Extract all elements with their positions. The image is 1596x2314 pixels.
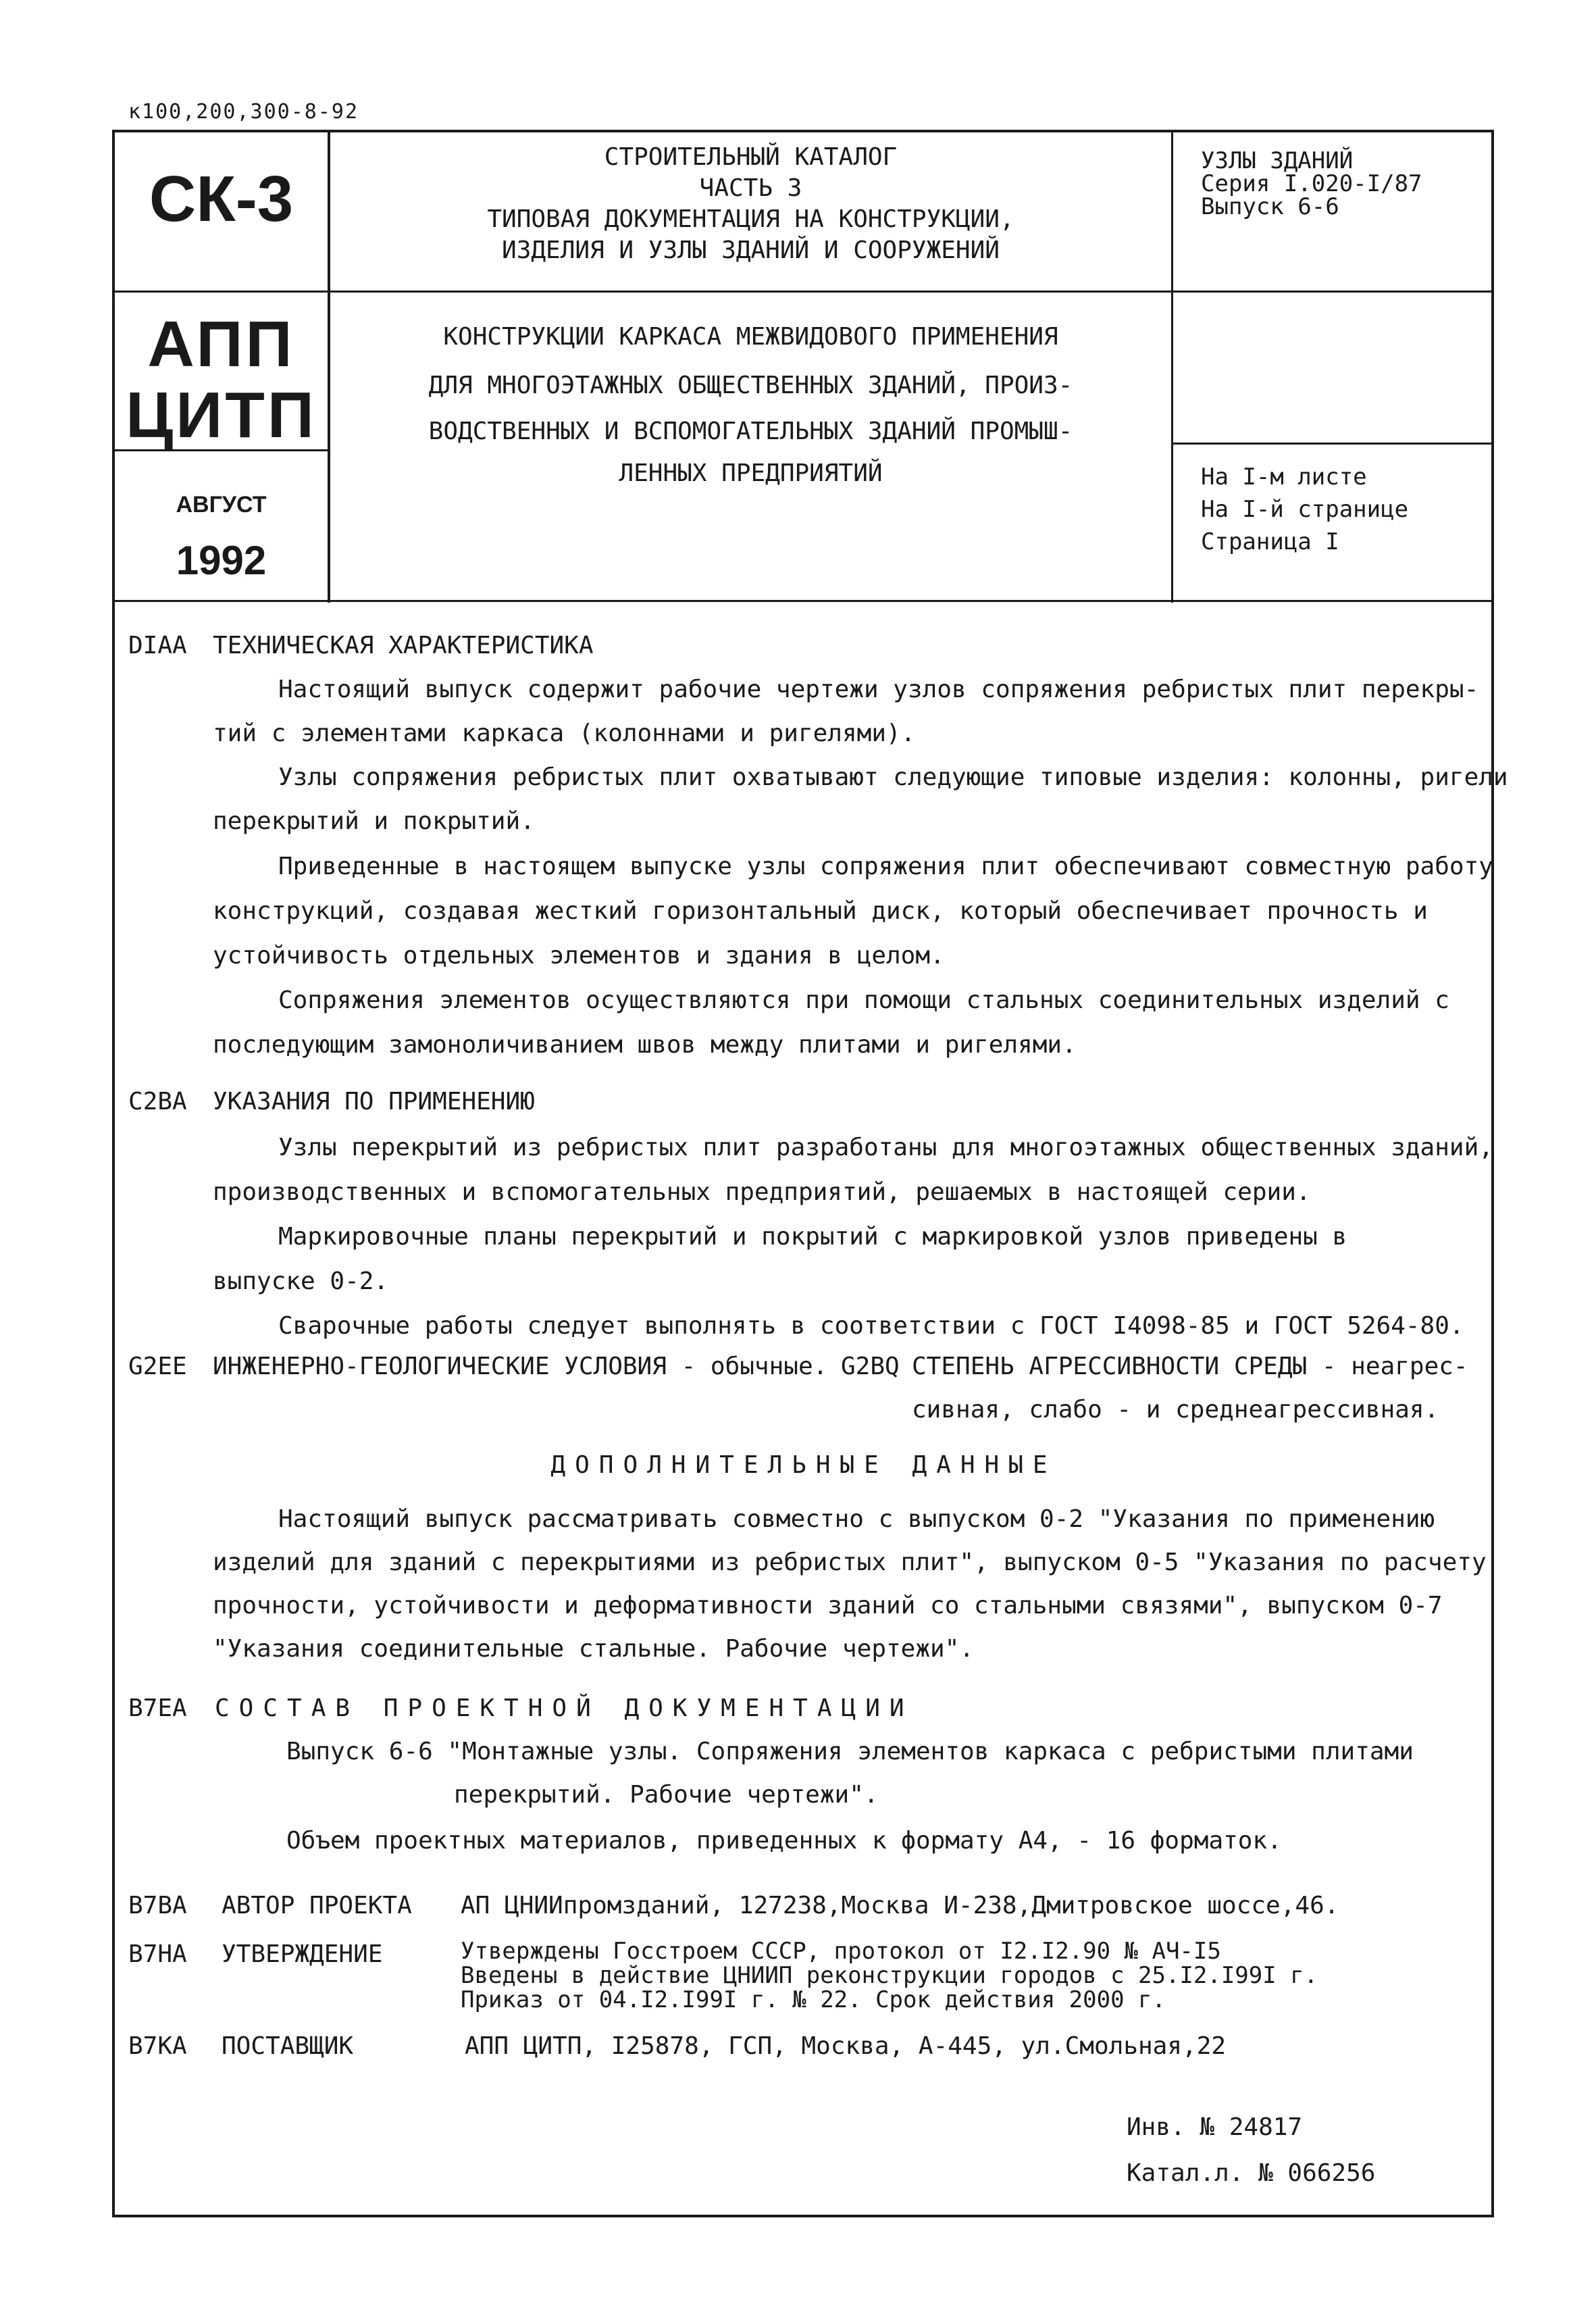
frame-top (112, 130, 1494, 132)
tech-code: DIAA (128, 632, 187, 659)
tech-p2: Узлы сопряжения ребристых плит охватывают следующие типовые изделия: колонны, ригели (278, 763, 1508, 791)
extra-p1: Настоящий выпуск рассматривать совместно с выпуском 0-2 "Указания по применению (278, 1505, 1435, 1533)
sk-label: СК-3 (149, 163, 294, 235)
extra-p1c: прочности, устойчивости и деформативности зданий со стальными связями", выпуском 0-7 (213, 1592, 1443, 1619)
inventory-number: Инв. № 24817 (1127, 2113, 1303, 2141)
title-line4: ЛЕННЫХ ПРЕДПРИЯТИЙ (619, 459, 883, 487)
approval-v1: Утверждены Госстроем СССР, протокол от I2.I2.90 № АЧ-I5 (461, 1938, 1221, 1965)
extra-heading: ДОПОЛНИТЕЛЬНЫЕ ДАННЫЕ (550, 1451, 1057, 1479)
sheet-line2: На I-й странице (1201, 496, 1409, 523)
extra-p1d: "Указания соединительные стальные. Рабочие чертежи". (213, 1635, 975, 1663)
tech-p3: Приведенные в настоящем выпуске узлы сопряжения плит обеспечивают совместную работу (278, 853, 1493, 880)
series-line2: Серия I.020-I/87 (1201, 170, 1422, 197)
usage-p1b: производственных и вспомогательных предприятий, решаемых в настоящей серии. (213, 1178, 1311, 1206)
year: 1992 (176, 538, 267, 583)
usage-p2: Маркировочные планы перекрытий и покрытий с маркировкой узлов приведены в (278, 1223, 1347, 1251)
catalog-line1: СТРОИТЕЛЬНЫЙ КАТАЛОГ (604, 143, 898, 171)
tech-p3c: устойчивость отдельных элементов и здания в целом. (213, 942, 945, 970)
usage-p1: Узлы перекрытий из ребристых плит разработаны для многоэтажных общественных зданий, (278, 1134, 1493, 1161)
aggr-text-cont: сивная, слабо - и среднеагрессивная. (912, 1396, 1439, 1424)
usage-p3: Сварочные работы следует выполнять в соответствии с ГОСТ I4098-85 и ГОСТ 5264-80. (278, 1312, 1464, 1340)
tech-p1: Настоящий выпуск содержит рабочие чертежи узлов сопряжения ребристых плит перекры- (278, 676, 1479, 703)
author-code: B7BA (128, 1892, 187, 1919)
usage-p2b: выпуске 0-2. (213, 1267, 389, 1295)
catalog-line3: ТИПОВАЯ ДОКУМЕНТАЦИЯ НА КОНСТРУКЦИИ, (487, 205, 1014, 233)
supplier-label: ПОСТАВЩИК (222, 2032, 354, 2060)
title-line3: ВОДСТВЕННЫХ И ВСПОМОГАТЕЛЬНЫХ ЗДАНИЙ ПРОМЫШ- (428, 418, 1073, 445)
frame-bottom (112, 2215, 1494, 2217)
usage-code: C2BA (128, 1088, 187, 1115)
docs-p2: Объем проектных материалов, приведенных к формату А4, - 16 форматок. (286, 1827, 1282, 1855)
sheet-line3: Страница I (1201, 528, 1339, 555)
approval-code: B7HA (128, 1940, 187, 1968)
document-code: к100,200,300-8-92 (128, 100, 359, 124)
series-line1: УЗЛЫ ЗДАНИЙ (1201, 147, 1354, 174)
header-divider-v2 (1171, 130, 1173, 603)
header-divider-h3 (1171, 443, 1494, 445)
title-line2: ДЛЯ МНОГОЭТАЖНЫХ ОБЩЕСТВЕННЫХ ЗДАНИЙ, ПРОИЗ- (428, 372, 1073, 399)
month: АВГУСТ (176, 492, 267, 518)
approval-label: УТВЕРЖДЕНИЕ (222, 1940, 383, 1968)
approval-v3: Приказ от 04.I2.I99I г. № 22. Срок действия 2000 г. (461, 1986, 1166, 2013)
docs-p1b: перекрытий. Рабочие чертежи". (454, 1781, 879, 1809)
org-line1: АПП (147, 308, 295, 380)
extra-p1b: изделий для зданий с перекрытиями из ребристых плит", выпуском 0-5 "Указания по расчету (213, 1549, 1487, 1576)
docs-heading: СОСТАВ ПРОЕКТНОЙ ДОКУМЕНТАЦИИ (215, 1694, 914, 1722)
tech-p1b: тий с элементами каркаса (колоннами и ригелями). (213, 720, 916, 747)
author-value: АП ЦНИИпромзданий, 127238,Москва И-238,Дмитровское шоссе,46. (461, 1892, 1339, 1919)
aggr-text: СТЕПЕНЬ АГРЕССИВНОСТИ СРЕДЫ - неагрес- (912, 1353, 1468, 1380)
docs-p1: Выпуск 6-6 "Монтажные узлы. Сопряжения элементов каркаса с ребристыми плитами (286, 1738, 1414, 1765)
geo-code: G2EE (128, 1353, 187, 1380)
tech-p4: Сопряжения элементов осуществляются при помощи стальных соединительных изделий с (278, 986, 1449, 1014)
org-line2: ЦИТП (126, 379, 317, 451)
tech-p2b: перекрытий и покрытий. (213, 807, 535, 835)
series-line3: Выпуск 6-6 (1201, 193, 1339, 220)
catalog-line4: ИЗДЕЛИЯ И УЗЛЫ ЗДАНИЙ И СООРУЖЕНИЙ (502, 236, 1000, 264)
title-line1: КОНСТРУКЦИИ КАРКАСА МЕЖВИДОВОГО ПРИМЕНЕНИЯ (443, 323, 1058, 351)
header-divider-h1 (112, 291, 1494, 293)
usage-heading: УКАЗАНИЯ ПО ПРИМЕНЕНИЮ (213, 1088, 535, 1115)
catalog-line2: ЧАСТЬ 3 (699, 174, 802, 202)
geo-text: ИНЖЕНЕРНО-ГЕОЛОГИЧЕСКИЕ УСЛОВИЯ - обычные. (213, 1353, 828, 1380)
tech-p3b: конструкций, создавая жесткий горизонтальный диск, который обеспечивает прочность и (213, 897, 1428, 925)
supplier-code: B7KA (128, 2032, 187, 2060)
approval-v2: Введены в действие ЦНИИП реконструкции городов с 25.I2.I99I г. (461, 1962, 1318, 1989)
supplier-value: АПП ЦИТП, I25878, ГСП, Москва, А-445, ул.Смольная,22 (465, 2032, 1227, 2060)
author-label: АВТОР ПРОЕКТА (222, 1892, 412, 1919)
sheet-line1: На I-м листе (1201, 463, 1367, 491)
header-bottom (112, 600, 1494, 602)
aggr-code: G2BQ (841, 1353, 900, 1380)
docs-code: B7EA (128, 1694, 187, 1722)
catalog-sheet-number: Катал.л. № 066256 (1127, 2159, 1376, 2187)
tech-heading: ТЕХНИЧЕСКАЯ ХАРАКТЕРИСТИКА (213, 632, 594, 659)
tech-p4b: последующим замоноличиванием швов между плитами и ригелями. (213, 1031, 1077, 1059)
